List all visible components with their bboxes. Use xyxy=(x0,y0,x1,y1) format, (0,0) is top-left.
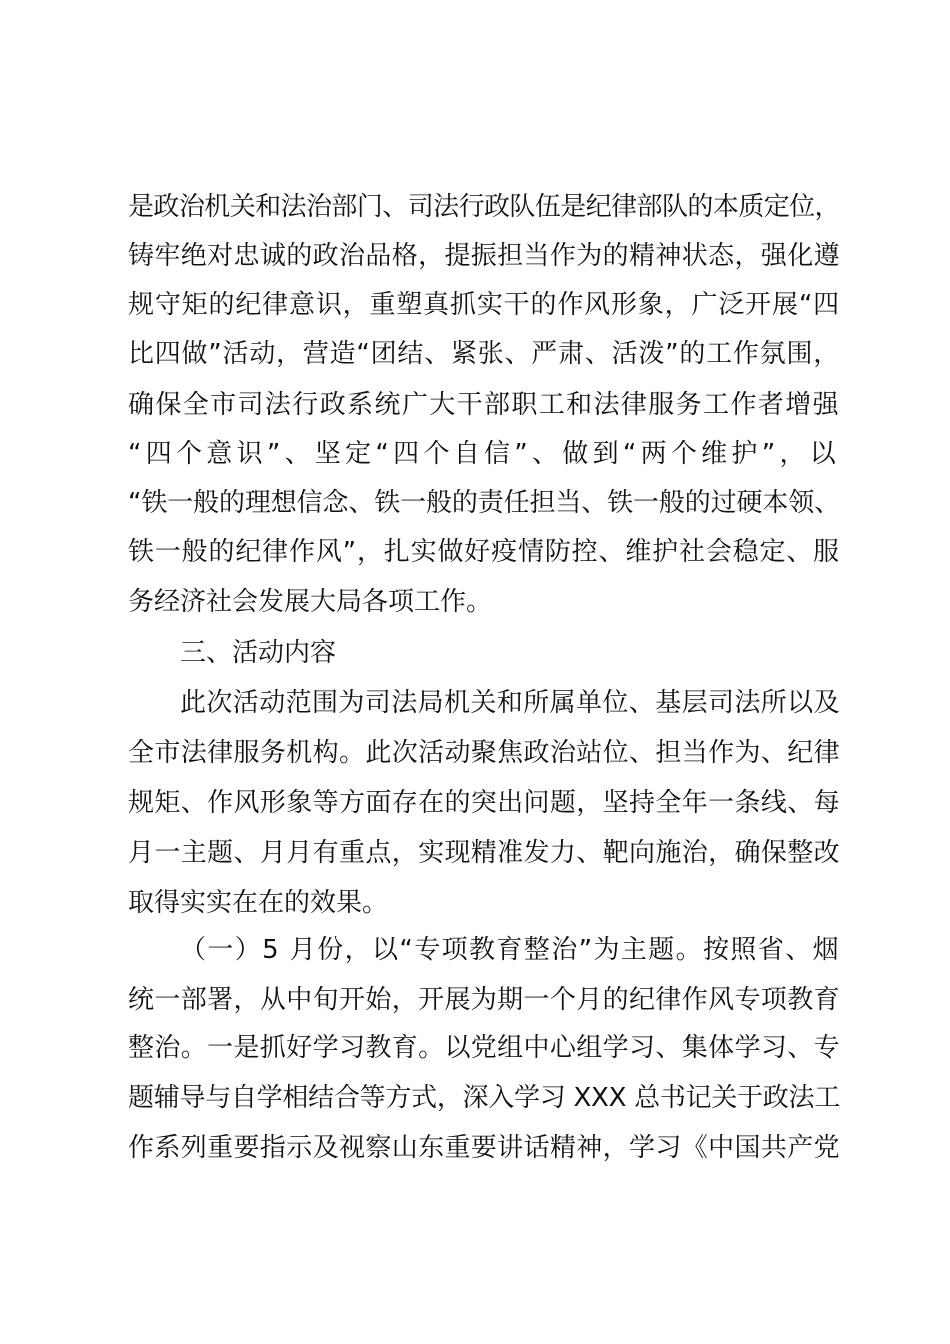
text-line: 务经济社会发展大局各项工作。 xyxy=(128,587,493,617)
text-line: 整治。一是抓好学习教育。以党组中心组学习、集体学习、专 xyxy=(128,1033,840,1063)
text-line: 规矩、作风形象等方面存在的突出问题，坚持全年一条线、每 xyxy=(128,788,840,818)
text-line: “四个意识”、坚定“四个自信”、做到“两个维护”，以 xyxy=(128,439,840,469)
text-line: 规守矩的纪律意识，重塑真抓实干的作风形象，广泛开展“四 xyxy=(128,290,840,320)
text-line: 比四做”活动，营造“团结、紧张、严肃、活泼”的工作氛围， xyxy=(128,339,840,369)
text-line: （一）5 月份，以“专项教育整治”为主题。按照省、烟 xyxy=(180,935,840,965)
text-line: 取得实实在在的效果。 xyxy=(128,888,389,918)
text-line: 铁一般的纪律作风”，扎实做好疫情防控、维护社会稳定、服 xyxy=(128,537,840,567)
text-line: 月一主题、月月有重点，实现精准发力、靶向施治，确保整改 xyxy=(128,838,840,868)
text-line: 三、活动内容 xyxy=(180,638,337,668)
text-line: 是政治机关和法治部门、司法行政队伍是纪律部队的本质定位， xyxy=(128,192,840,222)
text-line: 此次活动范围为司法局机关和所属单位、基层司法所以及 xyxy=(180,688,840,718)
text-line: 统一部署，从中旬开始，开展为期一个月的纪律作风专项教育 xyxy=(128,985,840,1015)
text-line: 题辅导与自学相结合等方式，深入学习 XXX 总书记关于政法工 xyxy=(128,1083,840,1113)
text-line: 全市法律服务机构。此次活动聚焦政治站位、担当作为、纪律 xyxy=(128,738,840,768)
text-line: 确保全市司法行政系统广大干部职工和法律服务工作者增强 xyxy=(128,390,840,420)
text-line: 作系列重要指示及视察山东重要讲话精神，学习《中国共产党 xyxy=(128,1133,840,1163)
text-line: “铁一般的理想信念、铁一般的责任担当、铁一般的过硬本领、 xyxy=(128,488,840,518)
text-line: 铸牢绝对忠诚的政治品格，提振担当作为的精神状态，强化遵 xyxy=(128,241,840,271)
